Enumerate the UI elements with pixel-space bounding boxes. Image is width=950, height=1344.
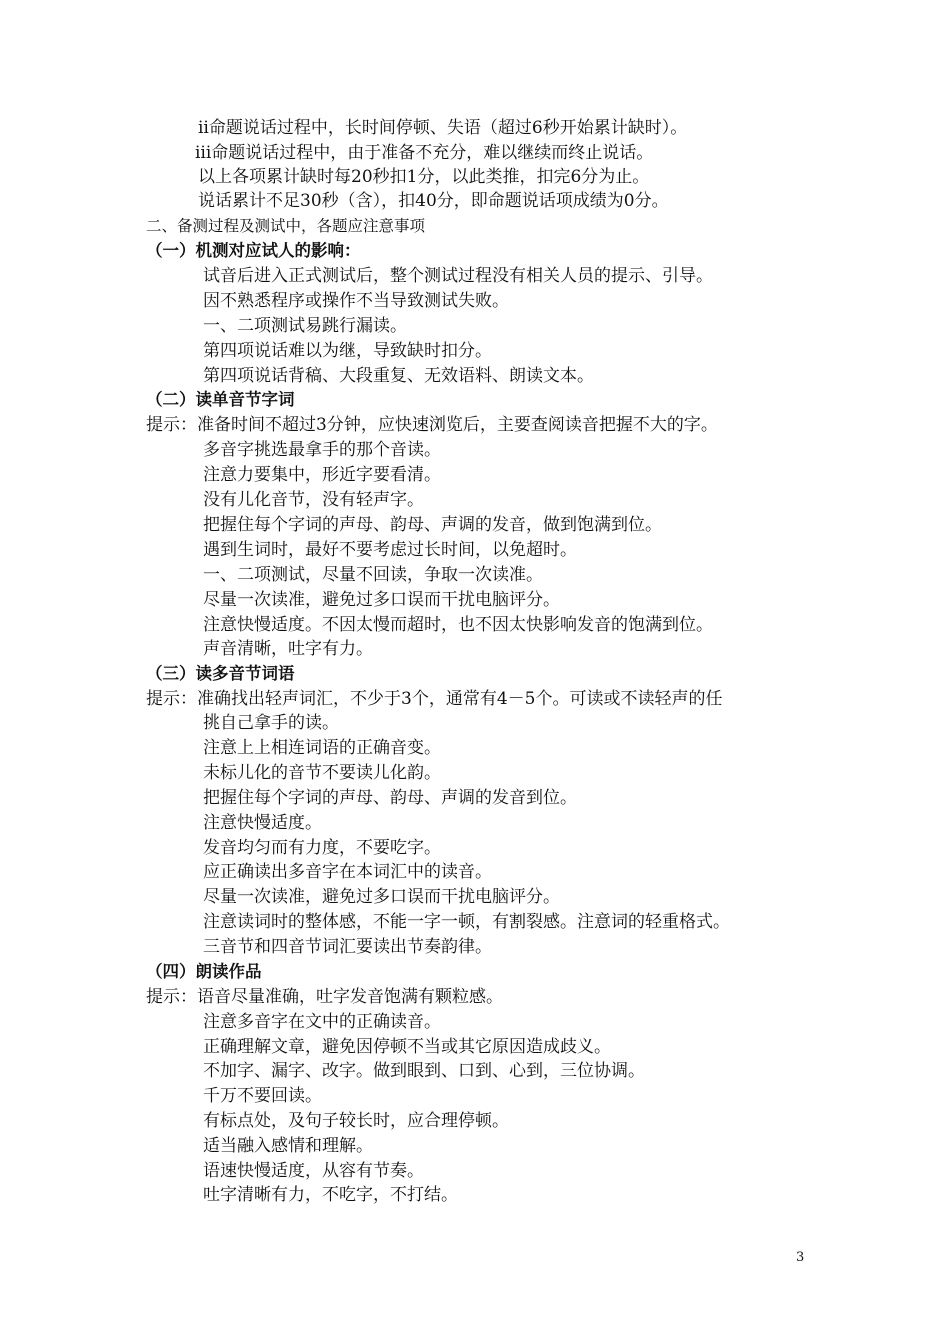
text-line: 语速快慢适度，从容有节奏。 <box>203 1161 424 1181</box>
subsection-heading: （一）机测对应试人的影响： <box>146 241 361 260</box>
text-line: 尽量一次读准，避免过多口误而干扰电脑评分。 <box>203 887 560 907</box>
text-line: 提示：准确找出轻声词汇，不少于3个，通常有4－5个。可读或不读轻声的任 <box>146 689 723 709</box>
text-line: 适当融入感情和理解。 <box>203 1136 373 1156</box>
text-line: 注意上上相连词语的正确音变。 <box>203 738 441 758</box>
subsection-heading: （二）读单音节字词 <box>146 390 295 409</box>
text-line: 未标儿化的音节不要读儿化韵。 <box>203 763 441 783</box>
text-line: 提示：准备时间不超过3分钟，应快速浏览后，主要查阅读音把握不大的字。 <box>146 415 718 435</box>
text-line: ⅲ命题说话过程中，由于准备不充分，难以继续而终止说话。 <box>195 143 654 163</box>
section-heading: 二、备测过程及测试中，各题应注意事项 <box>146 217 426 235</box>
text-line: 一、二项测试易跳行漏读。 <box>203 316 407 336</box>
text-line: 把握住每个字词的声母、韵母、声调的发音，做到饱满到位。 <box>203 515 662 535</box>
text-line: 吐字清晰有力，不吃字，不打结。 <box>203 1185 458 1205</box>
text-line: 第四项说话难以为继，导致缺时扣分。 <box>203 341 492 361</box>
text-line: 没有儿化音节，没有轻声字。 <box>203 490 424 510</box>
text-line: 注意快慢适度。 <box>203 813 322 833</box>
text-line: 发音均匀而有力度，不要吃字。 <box>203 838 441 858</box>
text-line: 一、二项测试，尽量不回读，争取一次读准。 <box>203 565 543 585</box>
text-line: 注意多音字在文中的正确读音。 <box>203 1012 441 1032</box>
subsection-heading: （四）朗读作品 <box>146 962 262 981</box>
text-line: 三音节和四音节词汇要读出节奏韵律。 <box>203 937 492 957</box>
text-line: 以上各项累计缺时每20秒扣1分，以此类推，扣完6分为止。 <box>198 167 650 187</box>
subsection-heading: （三）读多音节词语 <box>146 664 295 683</box>
text-line: 第四项说话背稿、大段重复、无效语料、朗读文本。 <box>203 366 594 386</box>
text-line: 注意读词时的整体感，不能一字一顿，有割裂感。注意词的轻重格式。 <box>203 912 730 932</box>
text-line: 不加字、漏字、改字。做到眼到、口到、心到，三位协调。 <box>203 1061 645 1081</box>
text-line: 千万不要回读。 <box>203 1086 322 1106</box>
text-line: 说话累计不足30秒（含），扣40分，即命题说话项成绩为0分。 <box>198 191 669 211</box>
text-line: 注意快慢适度。不因太慢而超时，也不因太快影响发音的饱满到位。 <box>203 615 713 635</box>
text-line: 试音后进入正式测试后，整个测试过程没有相关人员的提示、引导。 <box>203 266 713 286</box>
text-line: 注意力要集中，形近字要看清。 <box>203 465 441 485</box>
text-line: 尽量一次读准，避免过多口误而干扰电脑评分。 <box>203 590 560 610</box>
text-line: 提示：语音尽量准确，吐字发音饱满有颗粒感。 <box>146 987 503 1007</box>
text-line: 挑自己拿手的读。 <box>203 713 339 733</box>
text-line: 应正确读出多音字在本词汇中的读音。 <box>203 862 492 882</box>
text-line: 声音清晰，吐字有力。 <box>203 639 373 659</box>
text-line: 有标点处，及句子较长时，应合理停顿。 <box>203 1111 509 1131</box>
text-line: 正确理解文章，避免因停顿不当或其它原因造成歧义。 <box>203 1037 611 1057</box>
text-line: 多音字挑选最拿手的那个音读。 <box>203 440 441 460</box>
text-line: 遇到生词时，最好不要考虑过长时间，以免超时。 <box>203 540 577 560</box>
text-line: 把握住每个字词的声母、韵母、声调的发音到位。 <box>203 788 577 808</box>
text-line: ⅱ命题说话过程中，长时间停顿、失语（超过6秒开始累计缺时）。 <box>198 118 688 138</box>
text-line: 因不熟悉程序或操作不当导致测试失败。 <box>203 291 509 311</box>
page-number: 3 <box>796 1250 805 1265</box>
